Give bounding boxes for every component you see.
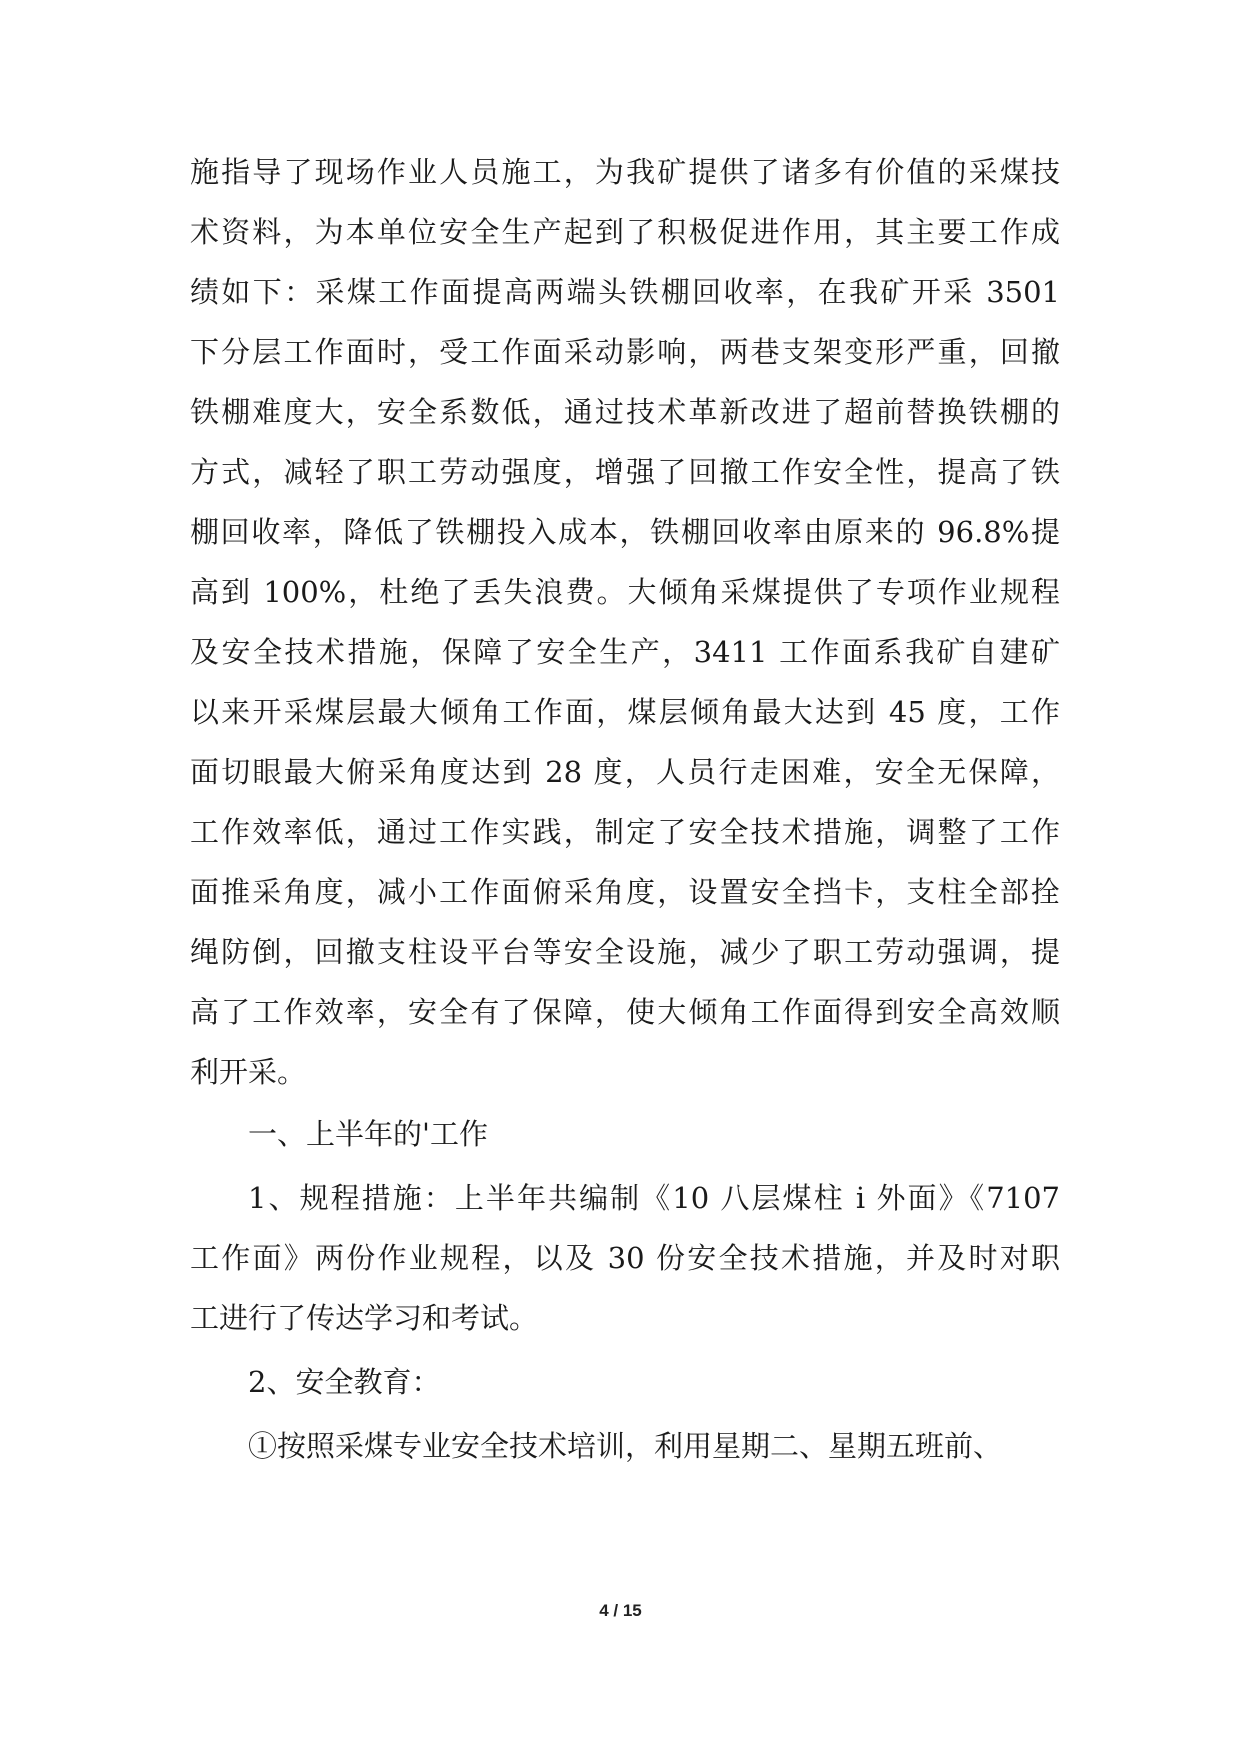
- paragraph-line: 1、规程措施：上半年共编制《10 八层煤柱 i 外面》《7107: [248, 1181, 1060, 1215]
- paragraph-line: 面推采角度，减小工作面俯采角度，设置安全挡卡，支柱全部拴: [190, 875, 1060, 909]
- paragraph-line: 及安全技术措施，保障了安全生产，3411 工作面系我矿自建矿: [190, 635, 1060, 669]
- paragraph-line: 施指导了现场作业人员施工，为我矿提供了诸多有价值的采煤技: [190, 155, 1060, 189]
- paragraph-line: ①按照采煤专业安全技术培训，利用星期二、星期五班前、: [248, 1429, 1003, 1463]
- paragraph-line: 高到 100%，杜绝了丢失浪费。大倾角采煤提供了专项作业规程: [190, 575, 1060, 609]
- subsection-heading: 2、安全教育：: [248, 1365, 441, 1399]
- paragraph-line: 术资料，为本单位安全生产起到了积极促进作用，其主要工作成: [190, 215, 1060, 249]
- section-heading: 一、上半年的'工作: [248, 1117, 488, 1151]
- paragraph-line: 工进行了传达学习和考试。: [190, 1301, 539, 1335]
- paragraph-line: 铁棚难度大，安全系数低，通过技术革新改进了超前替换铁棚的: [190, 395, 1060, 429]
- paragraph-line: 下分层工作面时，受工作面采动影响，两巷支架变形严重，回撤: [190, 335, 1060, 369]
- page-number: 4 / 15: [599, 1601, 642, 1620]
- paragraph-line: 绳防倒，回撤支柱设平台等安全设施，减少了职工劳动强调，提: [190, 935, 1060, 969]
- paragraph-line: 棚回收率，降低了铁棚投入成本，铁棚回收率由原来的 96.8%提: [190, 515, 1060, 549]
- paragraph-line: 高了工作效率，安全有了保障，使大倾角工作面得到安全高效顺: [190, 995, 1060, 1029]
- paragraph-line: 面切眼最大俯采角度达到 28 度，人员行走困难，安全无保障，: [190, 755, 1060, 789]
- paragraph-line: 工作面》两份作业规程，以及 30 份安全技术措施，并及时对职: [190, 1241, 1060, 1275]
- paragraph-line: 利开采。: [190, 1055, 307, 1089]
- paragraph-line: 方式，减轻了职工劳动强度，增强了回撤工作安全性，提高了铁: [190, 455, 1060, 489]
- paragraph-line: 工作效率低，通过工作实践，制定了安全技术措施，调整了工作: [190, 815, 1060, 849]
- paragraph-line: 绩如下：采煤工作面提高两端头铁棚回收率，在我矿开采 3501: [190, 275, 1060, 309]
- paragraph-line: 以来开采煤层最大倾角工作面，煤层倾角最大达到 45 度，工作: [190, 695, 1060, 729]
